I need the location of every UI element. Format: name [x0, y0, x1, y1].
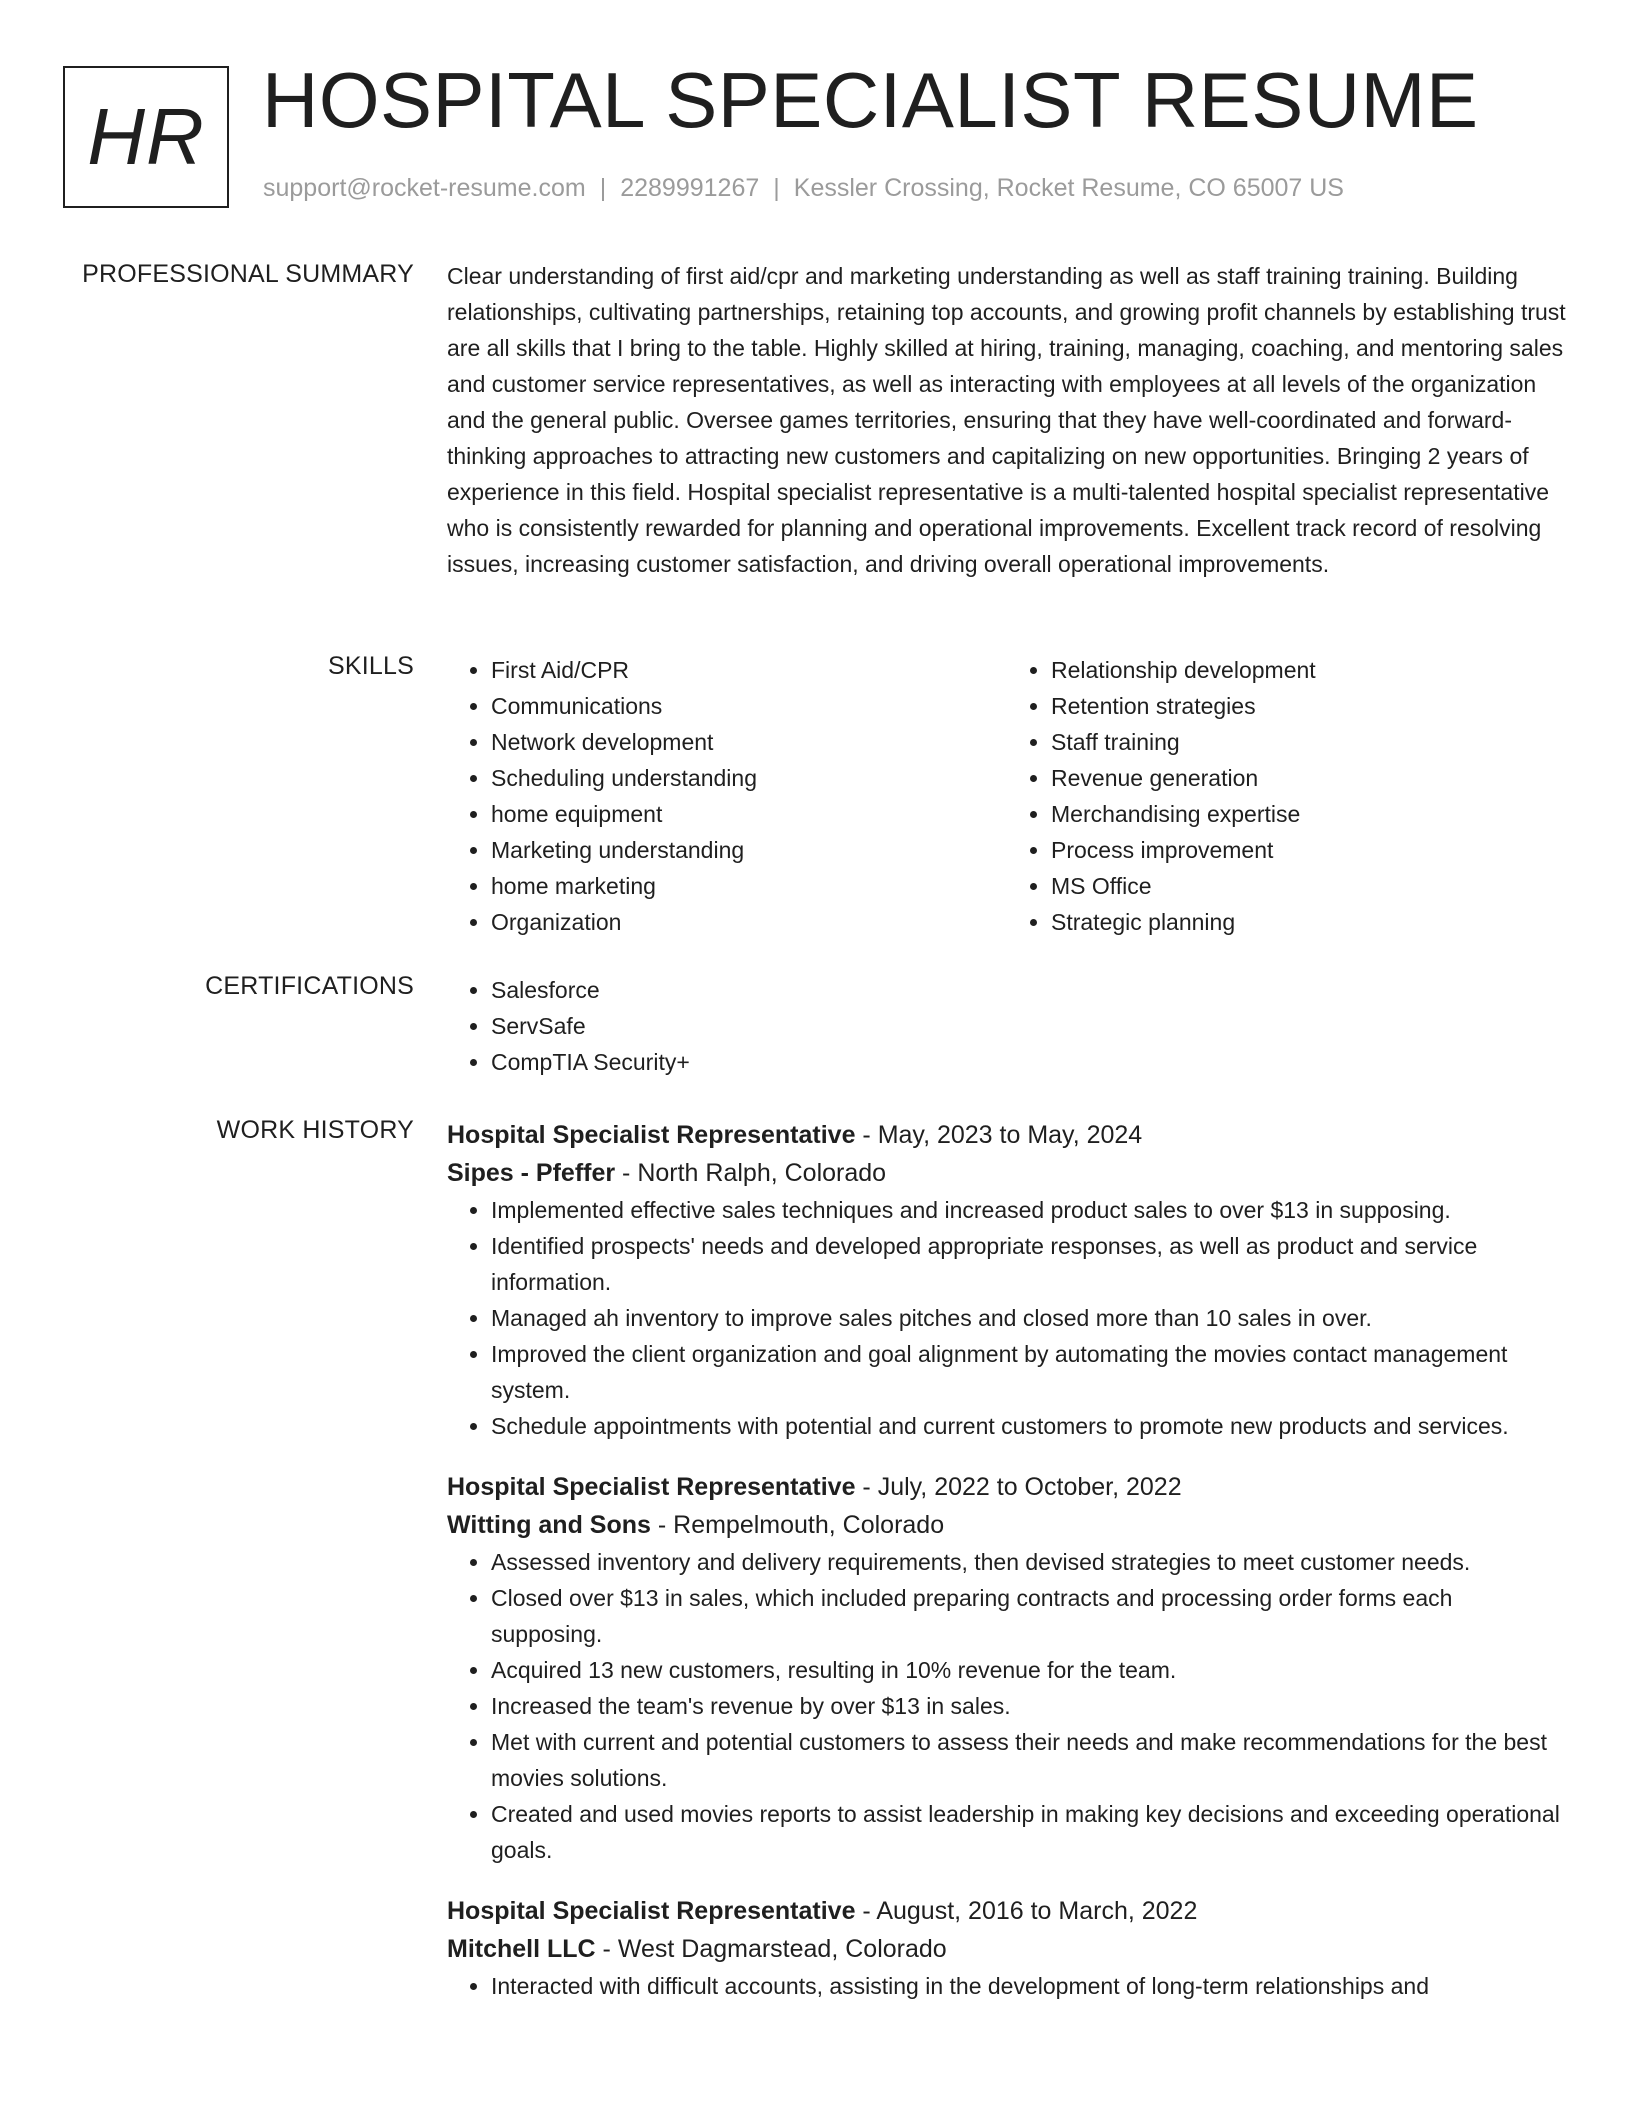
job-company-line — [447, 1506, 1567, 1544]
job-location: - Rempelmouth, Colorado — [650, 1511, 945, 1539]
section-heading-skills: SKILLS — [328, 652, 414, 680]
job-bullet: • Increased the team's revenue by over $13 in sales. — [491, 1688, 1567, 1724]
skill-item: • Process improvement — [1051, 832, 1567, 868]
certifications-body — [447, 972, 1567, 1080]
certification-item: • CompTIA Security+ — [491, 1044, 1567, 1080]
skill-item: • Communications — [491, 688, 1007, 724]
job-bullet: • Assessed inventory and delivery requirements, then devised strategies to meet customer needs. — [491, 1544, 1567, 1580]
job-bullets — [447, 1192, 1567, 1444]
job-title-line — [447, 1116, 1567, 1154]
job-title: Hospital Specialist Representative — [447, 1121, 856, 1149]
contact-email[interactable]: support@rocket-resume.com — [263, 174, 586, 202]
job-bullet: • Managed ah inventory to improve sales pitches and closed more than 10 sales in over. — [491, 1300, 1567, 1336]
contact-address: Kessler Crossing, Rocket Resume, CO 65007 US — [793, 174, 1344, 202]
skill-item: • Merchandising expertise — [1051, 796, 1567, 832]
job-bullets — [447, 1968, 1567, 2004]
certification-item: • Salesforce — [491, 972, 1567, 1008]
skills-list-left — [447, 652, 1007, 940]
job-company-line — [447, 1154, 1567, 1192]
job-bullet: • Identified prospects' needs and developed appropriate responses, as well as product and service information. — [491, 1228, 1567, 1300]
job-bullet: • Created and used movies reports to assist leadership in making key decisions and exceeding operational goals. — [491, 1796, 1567, 1868]
job-dates: - May, 2023 to May, 2024 — [855, 1121, 1143, 1149]
job-company: Sipes - Pfeffer — [447, 1159, 616, 1187]
contact-line — [263, 174, 1344, 203]
monogram-logo: HR — [63, 66, 229, 208]
skill-item: • Scheduling understanding — [491, 760, 1007, 796]
contact-phone[interactable]: 2289991267 — [620, 174, 760, 202]
skills-body — [447, 652, 1567, 940]
skill-item: • Marketing understanding — [491, 832, 1007, 868]
skill-item: • Strategic planning — [1051, 904, 1567, 940]
job-bullet: • Schedule appointments with potential and current customers to promote new products and services. — [491, 1408, 1567, 1444]
skill-item: • Network development — [491, 724, 1007, 760]
job-company: Witting and Sons — [447, 1511, 651, 1539]
job-bullet: • Closed over $13 in sales, which included preparing contracts and processing order forms each supposing. — [491, 1580, 1567, 1652]
job-dates: - August, 2016 to March, 2022 — [855, 1897, 1198, 1925]
job-bullets — [447, 1544, 1567, 1868]
skill-item: • Retention strategies — [1051, 688, 1567, 724]
contact-separator: | — [773, 174, 780, 202]
job-bullet: • Improved the client organization and goal alignment by automating the movies contact management system. — [491, 1336, 1567, 1408]
section-heading-certifications: CERTIFICATIONS — [205, 972, 414, 1000]
section-heading-summary: PROFESSIONAL SUMMARY — [82, 260, 414, 288]
skill-item: • First Aid/CPR — [491, 652, 1007, 688]
job-entry — [447, 1468, 1567, 1868]
skill-item: • MS Office — [1051, 868, 1567, 904]
job-bullet: • Met with current and potential customers to assess their needs and make recommendations for the best movies solutions. — [491, 1724, 1567, 1796]
job-location: - West Dagmarstead, Colorado — [595, 1935, 947, 1963]
summary-body — [447, 258, 1567, 582]
job-entry — [447, 1116, 1567, 1444]
skill-item: • home marketing — [491, 868, 1007, 904]
skill-item: • Relationship development — [1051, 652, 1567, 688]
resume-title: HOSPITAL SPECIALIST RESUME — [262, 56, 1479, 144]
job-entry — [447, 1892, 1567, 2004]
job-title-line — [447, 1892, 1567, 1930]
job-company-line — [447, 1930, 1567, 1968]
work-history-body — [447, 1116, 1567, 2028]
skill-item: • home equipment — [491, 796, 1007, 832]
skill-item: • Staff training — [1051, 724, 1567, 760]
contact-separator: | — [599, 174, 607, 202]
skill-item: • Organization — [491, 904, 1007, 940]
certification-item: • ServSafe — [491, 1008, 1567, 1044]
job-bullet: • Interacted with difficult accounts, assisting in the development of long-term relationships and — [491, 1968, 1567, 2004]
job-company: Mitchell LLC — [447, 1935, 596, 1963]
job-title: Hospital Specialist Representative — [447, 1473, 856, 1501]
summary-text: Clear understanding of first aid/cpr and marketing understanding as well as staff training training. Building relationships, cultivating partnerships, retaining top accounts, and growing profit channels by establishing trust are all skills that I bring to the table. Highly skilled at hiring, training, managing, coaching, and mentoring sales and customer service representatives, as well as interacting with employees at all levels of the organization and the general public. Oversee games territories, ensuring that they have well-coordinated and forward-thinking approaches to attracting new customers and capitalizing on new opportunities. Bringing 2 years of experience in this field. Hospital specialist representative is a multi-talented hospital specialist representative who is consistently rewarded for planning and operational improvements. Excellent track record of resolving issues, increasing customer satisfaction, and driving overall operational improvements. — [447, 263, 1566, 577]
skills-list-right — [1007, 652, 1567, 940]
job-title: Hospital Specialist Representative — [447, 1897, 856, 1925]
section-heading-work-history: WORK HISTORY — [216, 1116, 414, 1144]
skill-item: • Revenue generation — [1051, 760, 1567, 796]
job-dates: - July, 2022 to October, 2022 — [855, 1473, 1182, 1501]
job-bullet: • Implemented effective sales techniques and increased product sales to over $13 in supposing. — [491, 1192, 1567, 1228]
job-location: - North Ralph, Colorado — [615, 1159, 887, 1187]
certifications-list — [447, 972, 1567, 1080]
job-bullet: • Acquired 13 new customers, resulting in 10% revenue for the team. — [491, 1652, 1567, 1688]
job-title-line — [447, 1468, 1567, 1506]
